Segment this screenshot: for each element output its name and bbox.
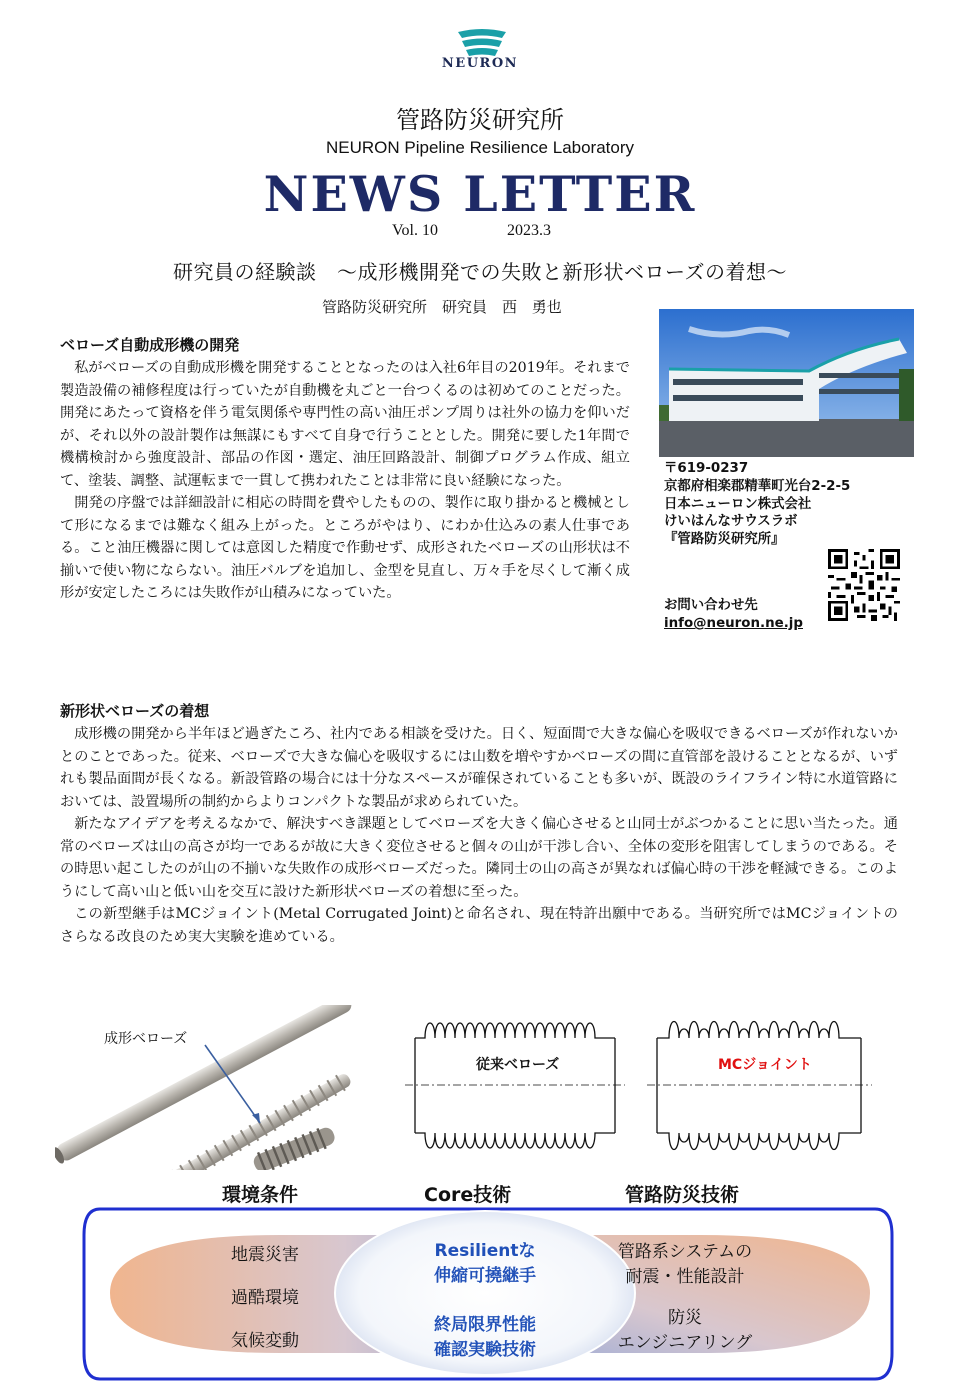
env-climate: 気候変動 — [231, 1331, 299, 1351]
core-tech-2 — [400, 1310, 570, 1360]
lab-building-photo — [659, 309, 914, 457]
core-tech-2-line-2: 確認実験技術 — [434, 1340, 536, 1360]
section-2 — [60, 700, 898, 948]
section-2-paragraph-2: 新たなアイデアを考えるなかで、解決すべき課題としてベローズを大きく偏心させると山同士がぶつかることに思い当たった。通常のベローズは山の高さが均一であるが故に大きく変位させると個々の山が干渉し合い、全体の変形を阻害してしまうのである。その時思い起こしたのが山の不揃いな失敗作の成形ベローズだった。隣同士の山の高さが異なれば偏心時の干渉を軽減できる。このようにして高い山と低い山を交互に設けた新形状ベローズの着想に至った。 — [60, 816, 898, 900]
lab-name: 『管路防災研究所』 — [664, 532, 785, 548]
newsletter-title: NEWS LETTER — [263, 165, 697, 223]
brand-name: NEURON — [441, 56, 519, 71]
category-environment: 環境条件 — [222, 1184, 299, 1206]
conventional-bellows-drawing — [405, 1008, 625, 1163]
section-2-paragraph-3: この新型継手はMCジョイント(Metal Corrugated Joint)と命名され、現在特許出願中である。当研究所ではMCジョイントのさらなる改良のため実大実験を進めている。 — [60, 906, 898, 945]
lab-name-en: NEURON Pipeline Resilience Laboratory — [325, 138, 635, 157]
env-harsh: 過酷環境 — [231, 1288, 299, 1308]
neuron-logo-icon — [454, 28, 510, 58]
section-1 — [60, 334, 630, 605]
pipeline-tech-2-line-2: エンジニアリング — [617, 1333, 753, 1353]
core-tech-1-line-2: 伸縮可撓継手 — [434, 1266, 536, 1286]
article-title: 研究員の経験談 ～成形機開発での失敗と新形状ベローズの着想～ — [173, 260, 787, 284]
contact-label: お問い合わせ先 — [664, 598, 758, 613]
volume-number: Vol. 10 — [392, 222, 438, 239]
section-1-paragraph-1: 私がベローズの自動成形機を開発することとなったのは入社6年目の2019年。それまで製造設備の補修程度は行っていたが自動機を丸ごと一台つくるのは初めてのことだった。開発にあたって資格を伴う電気関係や専門性の高い油圧ポンプ周りは社外の協力を仰いだが、それ以外の設計製作は無謀にもすべて自身で行うこととした。開発に要した1年間で機構検討から強度設計、部品の作図・選定、油圧回路設計、制御プログラム作成、組立て、塗装、調整、試運転まで一貫して携われたことは非常に良い経験になった。 — [60, 360, 630, 489]
contact-block — [664, 597, 803, 633]
mc-joint-drawing — [647, 1008, 872, 1163]
category-core-technology: Core技術 — [424, 1184, 512, 1206]
contact-email[interactable]: info@neuron.ne.jp — [664, 616, 803, 631]
conventional-bellows-diagram — [405, 1008, 625, 1163]
mc-joint-diagram — [647, 1008, 872, 1163]
core-tech-1-line-1: Resilientな — [434, 1241, 536, 1261]
article-author: 管路防災研究所 研究員 西 勇也 — [322, 298, 562, 316]
building-name: けいはんなサウスラボ — [664, 514, 798, 530]
core-tech-2-line-1: 終局限界性能 — [434, 1315, 536, 1335]
section-1-paragraph-2: 開発の序盤では詳細設計に相応の時間を費やしたものの、製作に取り掛かると機械として形になるまでは難なく組み上がった。ところがやはり、にわか仕込みの素人仕事である。こと油圧機器に関しては意図した精度で作動せず、成形されたベローズの山形状は不揃いで使い物にならない。油圧バルブを追加し、金型を見直し、万々手を尽くして漸く成形が安定したころには失敗作が山積みになっていた。 — [60, 495, 630, 601]
core-tech-1 — [400, 1236, 570, 1286]
pipeline-tech-1-line-1: 管路系システムの — [617, 1242, 753, 1262]
pipeline-tech-1-line-2: 耐震・性能設計 — [625, 1267, 745, 1287]
address-block — [664, 460, 850, 549]
section-2-paragraph-1: 成形機の開発から半年ほど過ぎたころ、社内である相談を受けた。日く、短面間で大きな偏心を吸収できるベローズが作れないかとのことであった。従来、ベローズで大きな偏心を吸収するには山数を増やすかベローズの間に直管部を設けることとなるが、いずれも製品面間が長くなる。新設管路の場合には十分なスペースが確保されていることも多いが、既設のライフライン特に水道管路においては、設置場所の制約からよりコンパクトな製品が求められていた。 — [60, 726, 898, 810]
pipeline-tech-1 — [605, 1237, 765, 1287]
qr-code-icon[interactable] — [828, 549, 900, 621]
conventional-bellows-label: 従来ベローズ — [473, 1054, 562, 1074]
mc-joint-label: MCジョイント — [715, 1054, 815, 1074]
section-2-heading: 新形状ベローズの着想 — [60, 702, 210, 720]
lab-name-ja: 管路防災研究所 — [396, 106, 564, 134]
pipeline-tech-2 — [605, 1303, 765, 1353]
address-line: 京都府相楽郡精華町光台2-2-5 — [664, 478, 851, 494]
section-1-heading: ベローズ自動成形機の開発 — [60, 336, 240, 354]
postal-code: 〒619-0237 — [664, 461, 749, 476]
company-name: 日本ニューロン株式会社 — [664, 496, 812, 512]
env-earthquake: 地震災害 — [231, 1245, 299, 1265]
bellows-photo-label: 成形ベローズ — [104, 1031, 188, 1047]
issue-date: 2023.3 — [507, 222, 551, 239]
pipeline-tech-2-line-1: 防災 — [668, 1308, 702, 1328]
category-pipeline-technology: 管路防災技術 — [625, 1184, 740, 1206]
